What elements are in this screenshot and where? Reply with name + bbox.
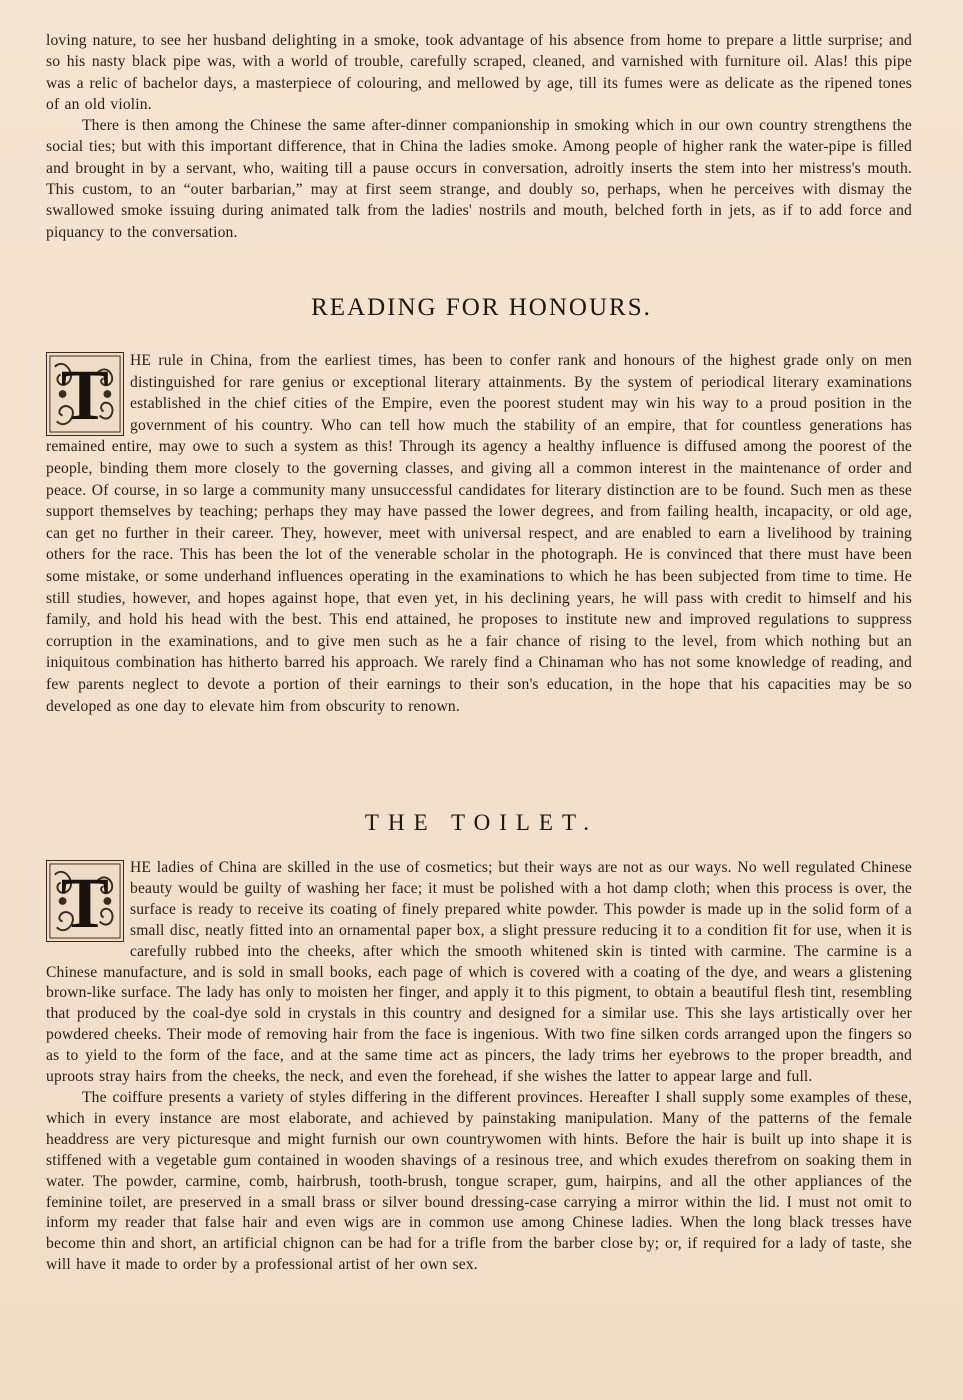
- reading-paragraph-1: HE rule in China, from the earliest times, has been to confer rank and honours of the highest grade only on men distinguished for rare genius or exceptional literary attainments. By the system of periodical literary examinations established in the chief cities of the Empire, even the poorest student may win his way to a proud position in the government of his country. Who can tell how much the stability of an empire, that for countless generations has remained entire, may owe to such a system as this! Through its agency a healthy influence is diffused among the poorest of the people, binding them more closely to the governing classes, and giving all a common interest in the maintenance of order and peace. Of course, in so large a community many unsuccessful candidates for literary distinction are to be found. Such men as these support themselves by teaching; perhaps they may have passed the lower degrees, and from failing health, incapacity, or old age, can get no further in their career. They, however, meet with universal respect, and are enabled to earn a livelihood by training others for the race. This has been the lot of the venerable scholar in the photograph. He is convinced that there must have been some mistake, or some underhand influences operating in the examinations to which he has been subjected from time to time. He still studies, however, and hopes against hope, that even yet, in his declining years, he will pass with credit to himself and his family, and hold his head with the best. This end attained, he proposes to institute new and improved regulations to suppress corruption in the examinations, and to give men such as he a fair chance of rising to the level, from which nothing but an iniquitous combination has hitherto barred his approach. We rarely find a Chinaman who has not some knowledge of reading, and few parents neglect to devote a portion of their earnings to their son's education, in the hope that his capacities may be so developed as one day to elevate him from obscurity to renown.: [46, 352, 912, 715]
- ornamental-drop-cap: [46, 860, 124, 942]
- section-title-the-toilet: THE TOILET.: [364, 810, 599, 835]
- intro-paragraph-2: There is then among the Chinese the same after-dinner companionship in smoking which in our own country strengthens the social ties; but with this important difference, that in China the ladies smoke. Among people of higher rank the water-pipe is filled and brought in by a servant, who, waiting till a pause occurs in conversation, adroitly inserts the stem into her mistress's mouth. This custom, to an “outer barbarian,” may at first seem strange, and doubly so, perhaps, when he perceives with dismay the swallowed smoke issuing during animated talk from the ladies' nostrils and mouth, belched forth in jets, as if to add force and piquancy to the conversation.: [46, 117, 912, 241]
- intro-paragraph-1: loving nature, to see her husband delighting in a smoke, took advantage of his absence from home to prepare a little surprise; and so his nasty black pipe was, with a world of trouble, carefully scraped, cleaned, and varnished with furniture oil. Alas! this pipe was a relic of bachelor days, a masterpiece of colouring, and mellowed by age, till its fumes were as delicate as the ripened tones of an old violin.: [46, 32, 912, 113]
- ornamental-drop-cap: [46, 352, 124, 436]
- section-title-reading-for-honours: READING FOR HONOURS.: [311, 294, 652, 321]
- the-toilet-text: [46, 858, 912, 1276]
- toilet-paragraph-1: HE ladies of China are skilled in the use of cosmetics; but their ways are not as our ways. No well regulated Chinese beauty would be guilty of washing her face; it must be polished with a hot damp cloth; when this process is over, the surface is ready to receive its coating of finely prepared white powder. This powder is made up in the solid form of a small disc, neatly fitted into an ornamental paper box, a slight pressure reducing it to a condition fit for use, when it is carefully rubbed into the cheeks, after which the smooth whitened skin is tinted with carmine. The carmine is a Chinese manufacture, and is sold in small books, each page of which is covered with a coating of the dye, and wears a glistening brown-like surface. The lady has only to moisten her finger, and apply it to this pigment, to obtain a beautiful flesh tint, resembling that produced by the coal-dye sold in crystals in this country and designed for a similar use. This she lays artistically over her powdered cheeks. Their mode of removing hair from the face is ingenious. With two fine silken cords arranged upon the fingers so as to yield to the form of the face, and at the same time act as pincers, the lady trims her eyebrows to the proper breadth, and uproots stray hairs from the cheeks, the neck, and even the forehead, if she wishes the latter to appear large and full.: [46, 859, 912, 1086]
- drop-cap-letter: T: [60, 863, 110, 943]
- intro-text: [46, 30, 912, 243]
- drop-cap-letter: T: [60, 355, 110, 435]
- toilet-paragraph-2: The coiffure presents a variety of styles differing in the different provinces. Hereafter I shall supply some examples of these, which in every instance are most elaborate, and achieved by painstaking manipulation. Many of the patterns of the female headdress are very picturesque and might furnish our own countrywomen with hints. Before the hair is built up into shape it is stiffened with a vegetable gum contained in wooden shavings of a resinous tree, and which exudes therefrom on soaking them in water. The powder, carmine, comb, hairbrush, tooth-brush, tongue scraper, gum, hairpins, and all the other appliances of the feminine toilet, are preserved in a small brass or silver bound dressing-case carrying a mirror within the lid. I must not omit to inform my reader that false hair and even wigs are in common use among Chinese ladies. When the long black tresses have become thin and short, an artificial chignon can be had for a trifle from the barber close by; or, if required for a lady of taste, she will have it made to order by a professional artist of her own sex.: [46, 1088, 912, 1274]
- reading-for-honours-text: [46, 350, 912, 717]
